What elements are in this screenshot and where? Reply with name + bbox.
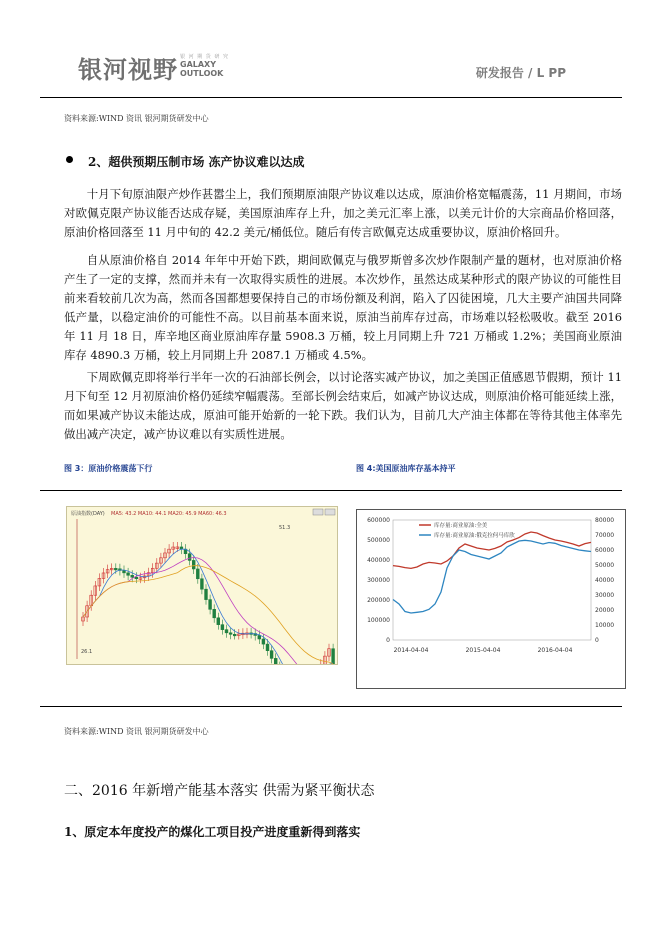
legend-label: 库存量:商业原油:全美 xyxy=(434,523,488,529)
figure-4-svg xyxy=(357,510,625,688)
candle-body xyxy=(192,560,195,569)
x-axis-tick-label: 2015-04-04 xyxy=(465,647,501,654)
series-line xyxy=(393,540,591,613)
paragraph: 十月下旬原油限产炒作甚嚣尘上，我们预期原油限产协议难以达成，原油价格宽幅震荡，11 月期间，市场对欧佩克限产协议能否达成存疑，美国原油库存上升，加之美元汇率上涨，以美元计价的大宗商品价格回落，原油价格回落至 11 月中旬的 42.2 美元/桶低位。随后有传言欧佩克达成重要协议，原油价格回升。 xyxy=(64,187,622,239)
left-axis-tick-label: 0 xyxy=(386,637,390,644)
candle-body xyxy=(274,658,277,664)
legend-label: 库存量:商业原油:俄克拉何马库欣 xyxy=(434,533,515,539)
figure-3-caption: 图 3：原油价格震荡下行 xyxy=(64,464,153,473)
source-note-top: 资料来源:WIND 资讯 银河期货研发中心 xyxy=(64,114,209,123)
right-axis-tick-label: 60000 xyxy=(595,547,615,554)
candle-body xyxy=(209,600,212,610)
candle-body xyxy=(225,630,228,633)
candle-body xyxy=(123,570,126,572)
logo-tagline: 银 河 期 货 研 究 xyxy=(180,54,229,60)
paragraph: 下周欧佩克即将举行半年一次的石油部长例会，以讨论落实减产协议，加之美国正值感恩节假期，预计 11 月下旬至 12 月初原油价格仍延续窄幅震荡。至部长例会结束后，如减产协议达成，则原油价格可能延续上涨，而如果减产协议未能达成，原油可能开始新的一轮下跌。我们认为，目前几大产油主体都在等待其他主体率先做出减产决定，减产协议难以有实质性进展。 xyxy=(64,370,622,441)
figure-4-caption: 图 4:美国原油库存基本持平 xyxy=(356,464,456,473)
candle-body xyxy=(188,554,191,561)
subsection-heading: 1、原定本年度投产的煤化工项目投产进度重新得到落实 xyxy=(64,825,361,839)
header-rule xyxy=(40,97,622,98)
right-axis-tick-label: 50000 xyxy=(595,562,615,569)
candle-body xyxy=(114,568,117,570)
left-axis-tick-label: 200000 xyxy=(367,597,390,604)
left-axis-tick-label: 300000 xyxy=(367,577,390,584)
left-axis-tick-label: 600000 xyxy=(367,517,390,524)
candle-body xyxy=(233,634,236,636)
candle-body xyxy=(201,579,204,589)
figure-3-title: 原油指数(DAY) xyxy=(71,511,105,517)
candle-body xyxy=(270,651,273,659)
candle-body xyxy=(266,644,269,651)
left-axis-tick-label: 500000 xyxy=(367,537,390,544)
figure-3-candlestick-chart xyxy=(66,506,338,665)
candle-body xyxy=(127,573,130,575)
x-axis-tick-label: 2014-04-04 xyxy=(393,647,429,654)
figure-top-rule xyxy=(40,490,622,491)
candle-body xyxy=(229,633,232,635)
figure-4-chart xyxy=(356,509,626,689)
logo-english-line1: GALAXY xyxy=(180,60,217,69)
right-axis-tick-label: 30000 xyxy=(595,592,615,599)
figure-3-button xyxy=(325,509,335,515)
candle-body xyxy=(262,639,265,644)
candle-body xyxy=(205,589,208,599)
right-axis-tick-label: 70000 xyxy=(595,532,615,539)
candle-body xyxy=(131,575,134,577)
candle-body xyxy=(258,635,261,639)
left-axis-tick-label: 100000 xyxy=(367,617,390,624)
right-axis-tick-label: 20000 xyxy=(595,607,615,614)
figure-3-svg xyxy=(67,507,337,664)
figure-3-low-label: 26.1 xyxy=(81,649,93,655)
figure-3-peak-label: 51.3 xyxy=(279,525,291,531)
candle-body xyxy=(332,649,335,664)
bullet-icon xyxy=(66,156,73,163)
figure-3-ma-row: MA5: 43.2 MA10: 44.1 MA20: 45.9 MA60: 46.3 xyxy=(111,511,227,517)
source-note-bottom: 资料来源:WIND 资讯 银河期货研发中心 xyxy=(64,727,209,736)
right-axis-tick-label: 10000 xyxy=(595,622,615,629)
x-axis-tick-label: 2016-04-04 xyxy=(537,647,573,654)
candle-body xyxy=(217,618,220,625)
report-tag: 研发报告 / L PP xyxy=(475,66,566,80)
logo-english-line2: OUTLOOK xyxy=(180,69,224,78)
figure-bottom-rule xyxy=(40,706,622,707)
right-axis-tick-label: 80000 xyxy=(595,517,615,524)
candle-body xyxy=(213,609,216,617)
right-axis-tick-label: 40000 xyxy=(595,577,615,584)
right-axis-tick-label: 0 xyxy=(595,637,599,644)
candle-body xyxy=(135,577,138,579)
figure-3-button xyxy=(313,509,323,515)
section-heading: 2、超供预期压制市场 冻产协议难以达成 xyxy=(88,155,305,169)
chapter-heading: 二、2016 年新增产能基本落实 供需为紧平衡状态 xyxy=(64,783,375,799)
paragraph: 自从原油价格自 2014 年年中开始下跌，期间欧佩克与俄罗斯曾多次炒作限制产量的题材，也对原油价格产生了一定的支撑，然而并未有一次取得实质性的进展。本次炒作，虽然达成某种形式的限产协议的可能性目前来看较前几次为高，然而各国都想要保持自己的市场份额及利润，陷入了囚徒困境，几大主要产油国共同降低产量，以稳定油价的可能性不高。以目前基本面来说，原油当前库存过高，市场难以轻松吸收。截至 2016 年 11 月 18 日，库辛地区商业原油库存量 5908.3 万桶，较上月同期上升 721 万桶或 1.2%；美国商业原油库存 4890.3 万桶，较上月同期上升 2087.1 万桶或 4.5%。 xyxy=(64,253,622,362)
candle-body xyxy=(221,625,224,630)
left-axis-tick-label: 400000 xyxy=(367,557,390,564)
logo-chinese: 银河视野 xyxy=(78,56,178,84)
candle-body xyxy=(196,569,199,579)
